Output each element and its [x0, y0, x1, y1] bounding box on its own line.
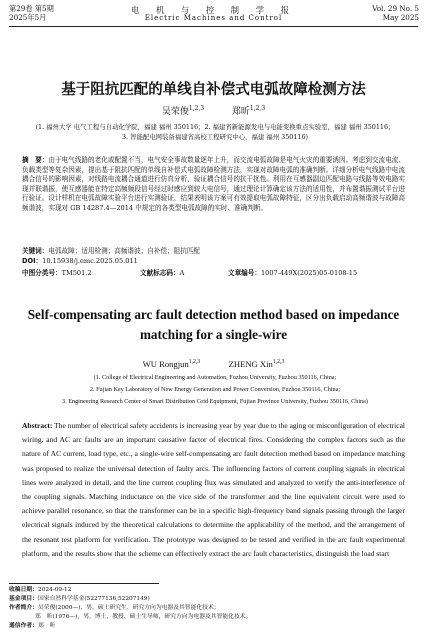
paper-title-en-line2: matching for a single-wire [139, 326, 288, 342]
abstract-en-label: Abstract: [22, 421, 53, 430]
article-number [228, 267, 357, 277]
footnote-text: 吴荣俊(2000—)，男，硕士研究生，研究方向为电器及其智能化技术； [38, 605, 220, 611]
article-label: 文章编号： [228, 269, 261, 277]
footnote-text: 郑 昕 [38, 623, 56, 629]
abstract-cn [22, 156, 405, 213]
date-cn: 2025年5月 [9, 13, 47, 23]
doc-value: A [179, 269, 185, 277]
abstract-en [22, 419, 405, 561]
footnote-label: 通信作者： [9, 623, 38, 629]
journal-name-en: Electric Machines and Control [144, 14, 283, 22]
doi-text: 10.15938/j.emc.2025.05.011 [42, 257, 138, 265]
abstract-cn-label: 摘 要： [22, 156, 49, 164]
affiliation-cn-line2: 3. 智能配电网装备福建省高校工程研究中心，福建 福州 350116) [121, 133, 309, 141]
abstract-cn-text: 由于电气线路的老化或配置不当，电气安全事故数量逐年上升，而交流电弧故障是电气火灾的重要诱因。考虑到交流电流、负载类型等复杂因素，提出基于阻抗匹配的单线自补偿式电弧故障检测方法，实现对故障电弧的准确判断。详细分析电气线路中电流耦合信号的影响因素，对线路电流耦合通道进行仿真分析，验证耦合信号的抗干扰性。利用在互感器副边匹配电路与线路等效电路实现并联谐振，使互感器能在特定高频频段信号经过时感应到较大电信号，通过理论计算确定该方法的适用性，并布置谐振测试平台进行验证。设计样机在电弧故障实验平台进行实测验证，结果表明该方案可有效提取电弧故障特征，区分出负载启动高频谐波与故障高频谐波，实现对 GB 14287.4—2014 中规定的各类型电弧故障的实时、准确判断。 [22, 156, 406, 212]
doi [22, 257, 405, 267]
footnote-label: 收稿日期： [9, 587, 38, 593]
affiliation-en-line2: 2. Fujian Key Laboratory of New Energy Generation and Power Conversion, Fuzhou 350116, China; [89, 386, 341, 393]
journal-name-cn: 电 机 与 控 制 学 报 [131, 5, 296, 15]
author-name: 吴荣俊 [161, 107, 189, 117]
keywords-cn-label: 关键词： [22, 247, 49, 255]
paper-title-cn: 基于阻抗匹配的单线自补偿式电弧故障检测方法 [61, 82, 366, 98]
volume-issue-en: Vol. 29 No. 5 [372, 4, 419, 13]
date-en: May 2025 [382, 13, 419, 23]
paper-title-en [0, 305, 427, 344]
clc-value: TM501.2 [61, 269, 92, 277]
clc-number [22, 267, 92, 277]
article-value: 1007-449X(2025)05-0108-15 [260, 269, 358, 277]
paper-title-en-line1: Self-compensating arc fault detection method based on impedance [27, 307, 400, 322]
keywords-cn [22, 247, 405, 257]
author-name: ZHENG Xin [228, 359, 273, 369]
footnote-author-bio [9, 604, 419, 613]
doi-label: DOI： [22, 257, 43, 265]
clc-label: 中图分类号： [22, 269, 62, 277]
author-affil-sup: 1,2,3 [188, 105, 205, 112]
footnote-rule [9, 583, 159, 584]
footnote-received [9, 586, 419, 595]
author-name: WU Rongjun [142, 359, 189, 369]
volume-issue-cn: 第29卷 第5期 [9, 4, 54, 13]
affiliation-en-line1: (1. College of Electrical Engineering and Automation, Fuzhou University, Fuzhou 350116, China; [93, 374, 337, 381]
header-volume-en [372, 4, 419, 23]
footnote-label: 作者简介： [9, 605, 38, 611]
author-affil-sup: 1,2,3 [188, 359, 201, 366]
header-rule [9, 26, 418, 27]
authors-cn [0, 104, 427, 117]
footnote-label: 基金项目： [9, 596, 38, 602]
footnote-text: 国家自然科学基金(52277136,52207149) [38, 596, 150, 602]
authors-en [0, 359, 427, 369]
footnote-corresponding [9, 622, 419, 631]
footnote-text: 郑 昕(1976—)，男，博士，教授，硕士生导师，研究方向为电器及其智能化技术。 [35, 614, 252, 620]
doc-label: 文献标志码： [140, 269, 180, 277]
footnote-funding [9, 595, 419, 604]
footnote-author-bio-2 [9, 613, 419, 622]
abstract-en-text: The number of electrical safety accidents is increasing year by year due to the aging or misconfiguration of electrical wiring, and AC arc faults are an important causative factor of electrical fires. Considering the complex factors such as the nature of AC current, load type, etc., a single-wire self-compensating arc fault detection method based on impedance matching was proposed to realize the universal detection of faulty arcs. The influencing factors of current coupling signals in electrical lines were analyzed in detail, and the line current coupling flux was simulated and analyzed to verify the anti-interference of the coupling signals. Matching inductance on the vice side of the transformer and the line equivalent circuit were used to achieve parallel resonance, so that the transformer can be in a specific high-frequency band signals passing through the larger electrical signals induced by the theoretical calculations to determine the applicability of the method, and the arrangement of the resonant test platform for verification. The prototype was designed to be tested and verified in the arc fault experimental platform, and the results show that the scheme can effectively extract the arc fault characteristics, distinguish the load start [22, 421, 405, 558]
doc-code [140, 267, 184, 277]
affiliation-en-line3: 3. Engineering Research Center of Smart Distribution Grid Equipment, Fujian Province University, Fuzhou 350116, China) [62, 398, 368, 405]
author-name: 郑昕 [231, 107, 250, 117]
affiliation-cn-line1: (1. 福州大学 电气工程与自动化学院，福建 福州 350116；2. 福建省新能源发电与电能变换重点实验室，福建 福州 350116； [35, 123, 395, 131]
keywords-cn-text: 电弧故障；适用检测；高频谐波；自补偿；阻抗匹配 [48, 247, 201, 255]
footnote-text: 2024-09-12 [38, 587, 72, 593]
author-affil-sup: 1,2,3 [249, 105, 266, 112]
author-affil-sup: 1,2,3 [272, 359, 285, 366]
